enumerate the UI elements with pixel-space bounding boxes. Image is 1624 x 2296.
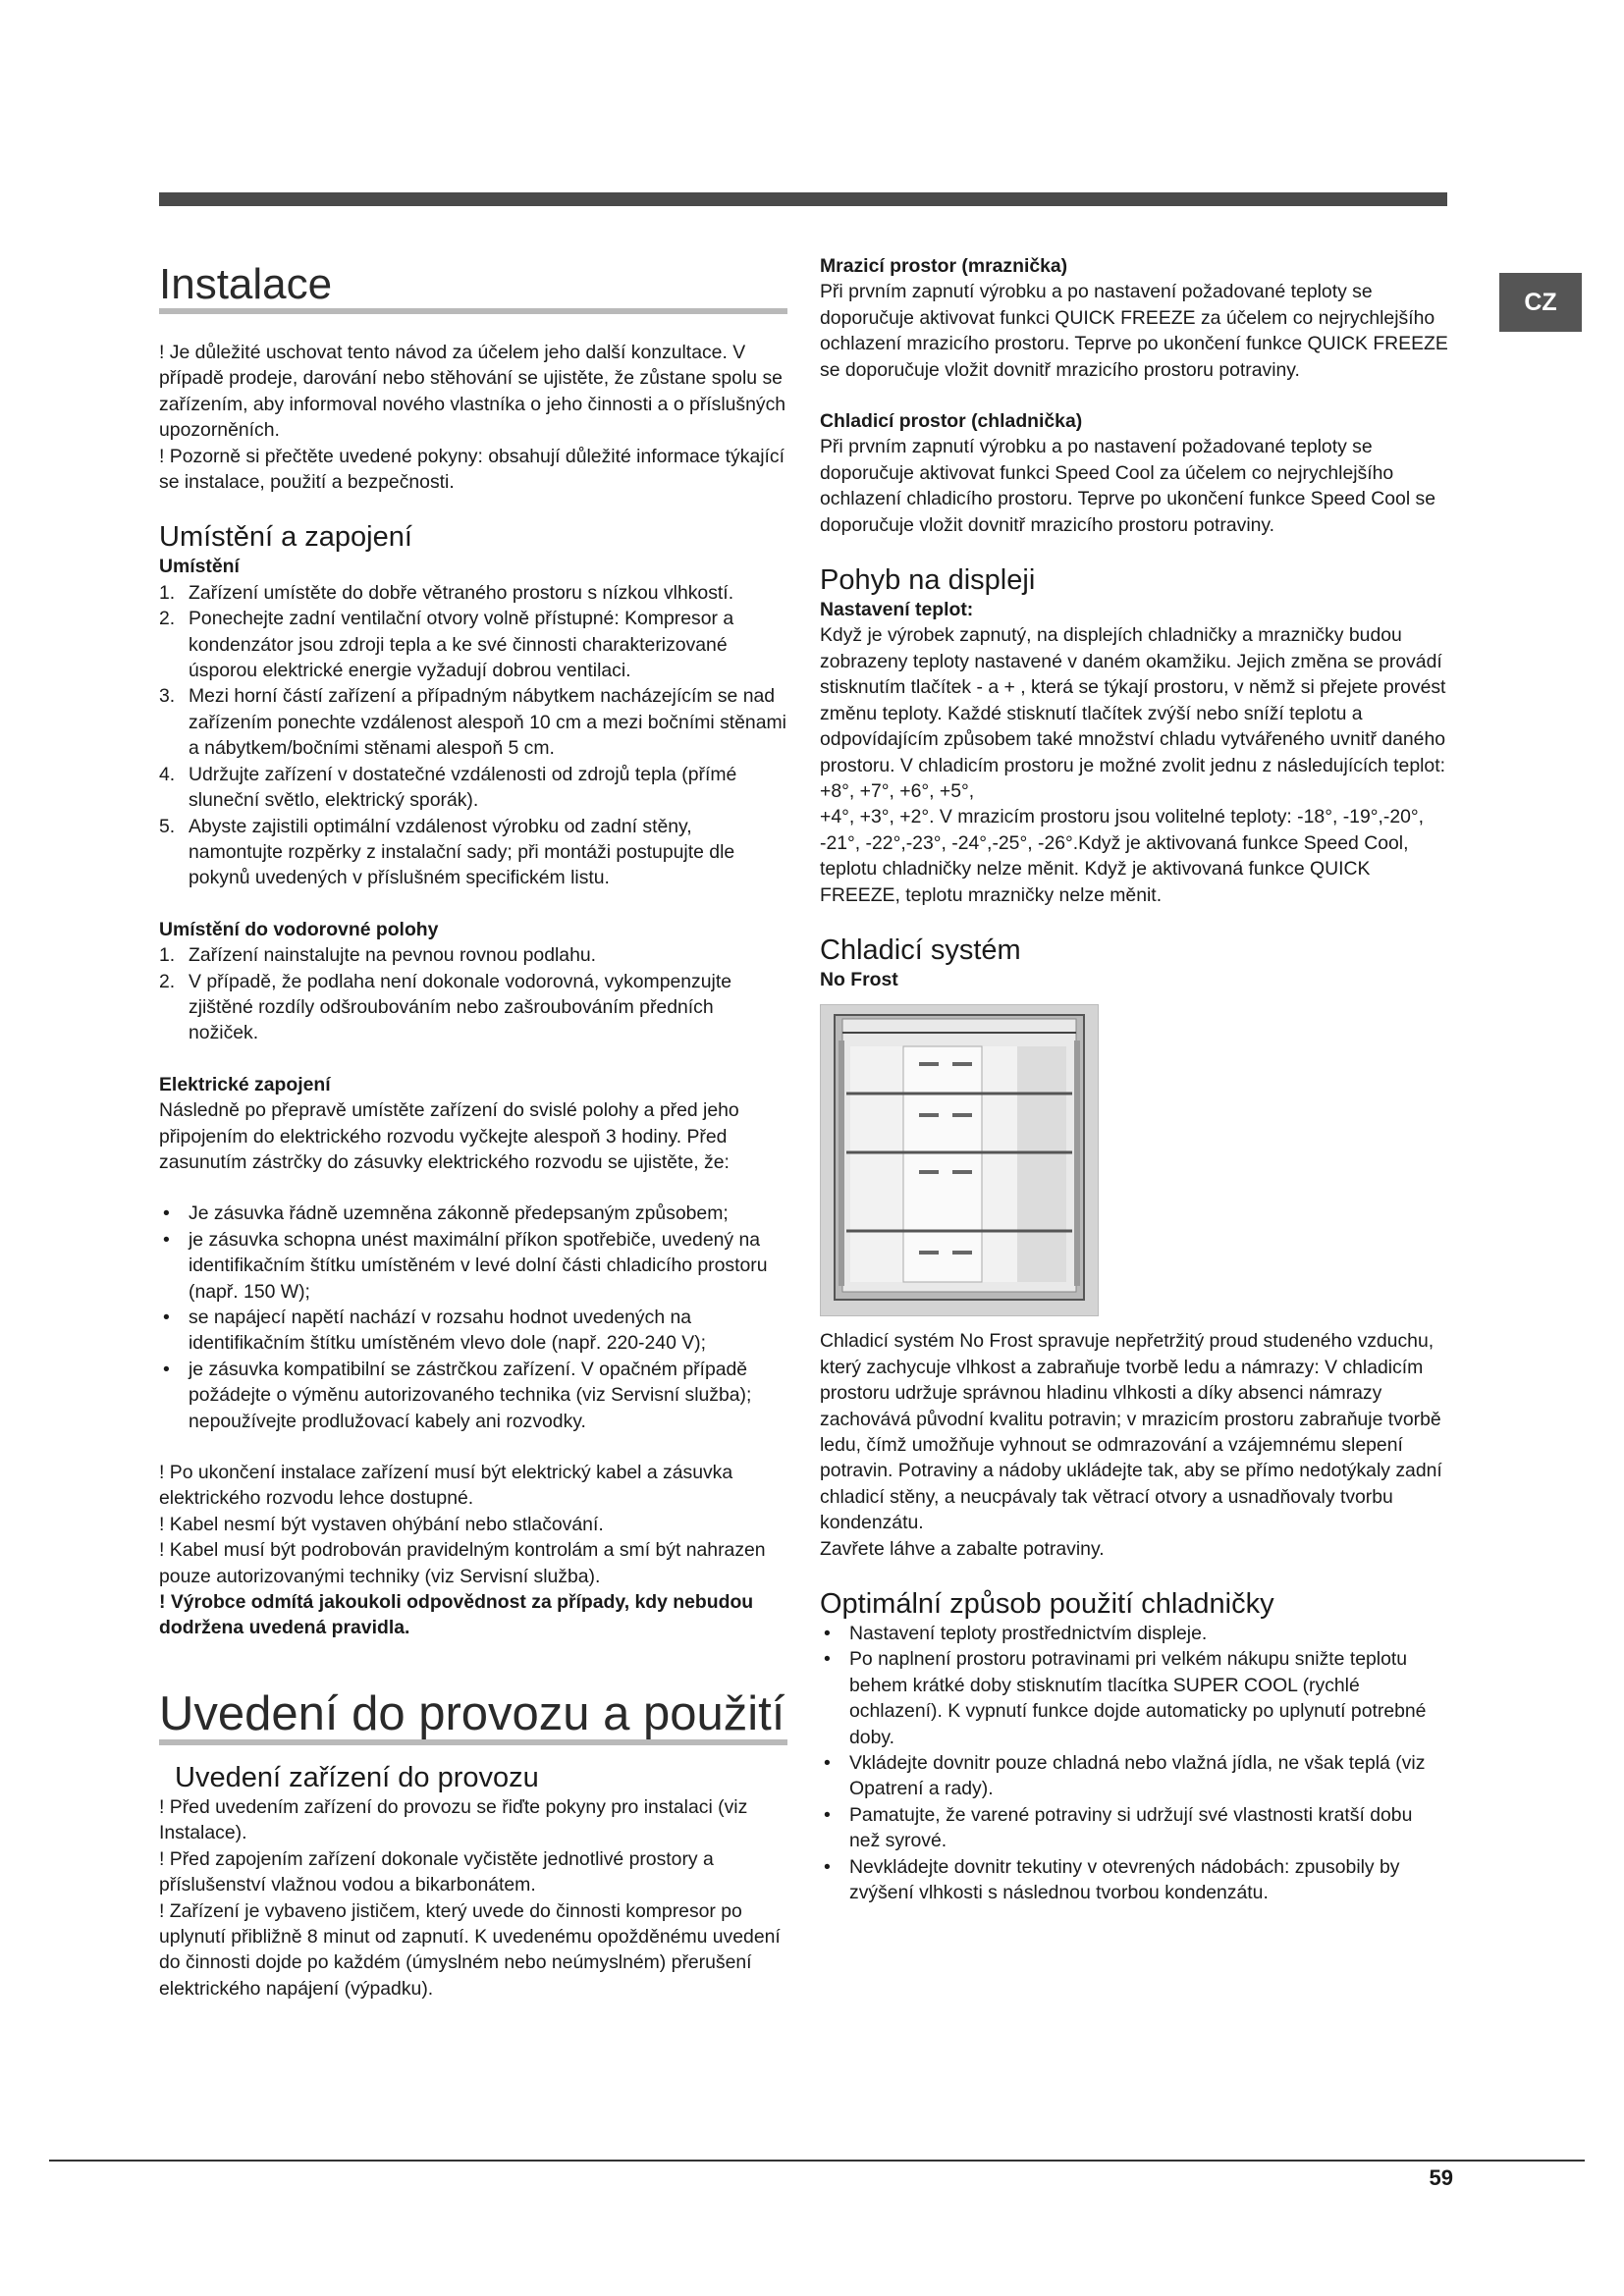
list-item: • je zásuvka kompatibilní se zástrčkou zařízení. V opačném případě požádejte o výměnu autorizovaného technika (viz Servisní služba); nepoužívejte prodlužovací kabely ani rozvodky. <box>163 1358 752 1432</box>
list-item: 4. Udržujte zařízení v dostatečné vzdálenosti od zdrojů tepla (přímé sluneční světlo, elektrický sporák). <box>159 763 737 812</box>
cooling-paragraph-2: Zavřete láhve a zabalte potraviny. <box>820 1537 1105 1560</box>
leveling-list <box>159 942 787 1046</box>
electric-paragraph: Následně po přepravě umístěte zařízení do svislé polohy a před jeho připojením do elektrického rozvodu vyčkejte alespoň 3 hodiny. Před zasunutím zástrčky do zásuvky elektrického rozvodu se ujistěte, že: <box>159 1099 739 1173</box>
list-item: 2. V případě, že podlaha není dokonale vodorovná, vykompenzujte zjištěné rozdíly odšroubováním nebo zašroubováním předních nožiček. <box>159 970 732 1044</box>
startup-title: Uvedení do provozu a použití <box>159 1686 785 1740</box>
installation-title: Instalace <box>159 260 333 308</box>
section-installation <box>159 259 787 318</box>
electric-checklist <box>159 1201 787 1434</box>
placement-heading: Umístění a zapojení <box>159 521 412 554</box>
list-item: • Je zásuvka řádně uzemněna zákonně předepsaným způsobem; <box>163 1202 729 1225</box>
intro-paragraph-2: ! Pozorně si přečtěte uvedené pokyny: obsahují důležité informace týkající se instalace, použití a bezpečnosti. <box>159 445 785 494</box>
startup-paragraph-3: ! Zařízení je vybaveno jističem, který uvede do činnosti kompresor po uplynutí přibližně 8 minut od zapnutí. K uvedenému opožděnému uvedení do činnosti dojde po každém (úmyslném nebo neúmyslném) přerušení elektrického napájení (výpadku). <box>159 1899 781 2000</box>
list-item: • Nastavení teploty prostřednictvím displeje. <box>824 1623 1208 1644</box>
electric-heading: Elektrické zapojení <box>159 1073 331 1095</box>
list-item: • Vkládejte dovnitr pouze chladná nebo vlažná jídla, ne však teplá (viz Opatrení a rady). <box>824 1752 1426 1800</box>
placement-list <box>159 580 787 891</box>
startup-paragraph-1: ! Před uvedením zařízení do provozu se řiďte pokyny pro instalaci (viz Instalace). <box>159 1795 748 1844</box>
intro-paragraph-1: ! Je důležité uschovat tento návod za účelem jeho další konzultace. V případě prodeje, darování nebo stěhování se ujistěte, že zůstane spolu se zařízením, aby informoval nového vlastníka o jeho činnosti a o příslušných upozorněních. <box>159 342 786 442</box>
page-number: 59 <box>1429 2165 1453 2190</box>
top-rule <box>159 192 1447 206</box>
placement-subheading: Umístění <box>159 556 240 578</box>
display-heading: Pohyb na displeji <box>820 564 1036 597</box>
display-paragraph-1: Když je výrobek zapnutý, na displejích chladničky a mrazničky budou zobrazeny teploty nastavené v daném okamžiku. Jejich změna se provádí stisknutím tlačítek - a + , která se týkají prostoru, v němž si přejete provést změnu teploty. Každé stisknutí tlačítek zvýší nebo sníží teplotu a odpovídajícím způsobem také množství chladu vytvářeného uvnitř daného prostoru. V chladicím prostoru je možné zvolit jednu z následujících teplot: +8°, +7°, +6°, +5°, <box>820 624 1446 802</box>
fridge-heading: Chladicí prostor (chladnička) <box>820 410 1083 433</box>
list-item: 5. Abyste zajistili optimální vzdálenost výrobku od zadní stěny, namontujte rozpěrky z instalační sady; při montáži postupujte dle pokynů uvedených v příslušném specifickém listu. <box>159 815 735 889</box>
startup-heading: Uvedení zařízení do provozu <box>175 1761 539 1793</box>
left-column <box>159 253 787 2002</box>
language-badge: CZ <box>1499 273 1582 332</box>
list-item: • Nevkládejte dovnitr tekutiny v otevrených nádobách: zpusobily by zvýšení vlhkosti s následnou tvorbou kondenzátu. <box>824 1855 1400 1904</box>
optimal-list <box>820 1621 1448 1905</box>
note-3: ! Kabel musí být podrobován pravidelným kontrolám a smí být nahrazen pouze autorizovanými techniky (viz Servisní služba). <box>159 1539 766 1587</box>
list-item: • se napájecí napětí nachází v rozsahu hodnot uvedených na identifikačním štítku umístěném vlevo dole (např. 220-240 V); <box>163 1307 707 1355</box>
cooling-heading: Chladicí systém <box>820 934 1021 966</box>
right-column <box>820 253 1448 1905</box>
note-2: ! Kabel nesmí být vystaven ohýbání nebo stlačování. <box>159 1513 604 1535</box>
list-item: 3. Mezi horní částí zařízení a případným nábytkem nacházejícím se nad zařízením ponechte vzdálenost alespoň 10 cm a mezi bočními stěnami a nábytkem/bočními stěnami alespoň 5 cm. <box>159 685 786 760</box>
cooling-paragraph-1: Chladicí systém No Frost spravuje nepřetržitý proud studeného vzduchu, který zachycuje vlhkost a zabraňuje tvorbě ledu a námrazy: V chladicím prostoru udržuje správnou hladinu vlhkosti a díky absenci námrazy zachovává původní kvalitu potravin; v mrazicím prostoru zabraňuje tvorbě ledu, čímž umožňuje vyhnout se odmrazování a vzájemnému slepení potravin. Potraviny a nádoby ukládejte tak, aby se přímo nedotýkaly zadní chladicí stěny, a neucpávaly tak větrací otvory a usnadňovaly tvorbu kondenzátu. <box>820 1330 1442 1534</box>
fridge-interior-image <box>821 1005 1098 1315</box>
list-item: 2. Ponechejte zadní ventilační otvory volně přístupné: Kompresor a kondenzátor jsou zdroji tepla a ke své činnosti charakterizované úsporou elektrické energie vyžadují dobrou ventilaci. <box>159 608 734 682</box>
list-item: 1. Zařízení umístěte do dobře větraného prostoru s nízkou vlhkostí. <box>159 581 734 604</box>
fridge-illustration <box>820 1004 1099 1316</box>
optimal-heading: Optimální způsob použití chladničky <box>820 1588 1274 1620</box>
list-item: • je zásuvka schopna unést maximální příkon spotřebiče, uvedený na identifikačním štítku umístěném v levé dolní části chladicího prostoru (např. 150 W); <box>163 1228 768 1303</box>
list-item: • Pamatujte, že varené potraviny si udržují své vlastnosti kratší dobu než syrové. <box>824 1803 1413 1852</box>
fridge-paragraph: Při prvním zapnutí výrobku a po nastavení požadované teploty se doporučuje aktivovat funkci Speed Cool za účelem co nejrychlejšího ochlazení chladicího prostoru. Teprve po ukončení funkce Speed Cool se doporučuje vložit dovnitř mrazicího prostoru potraviny. <box>820 436 1436 536</box>
cooling-subheading: No Frost <box>820 968 898 990</box>
note-1: ! Po ukončení instalace zařízení musí být elektrický kabel a zásuvka elektrického rozvodu lehce dostupné. <box>159 1462 733 1510</box>
startup-paragraph-2: ! Před zapojením zařízení dokonale vyčistěte jednotlivé prostory a příslušenství vlažnou vodou a bikarbonátem. <box>159 1847 714 1896</box>
list-item: 1. Zařízení nainstalujte na pevnou rovnou podlahu. <box>159 944 597 967</box>
leveling-heading: Umístění do vodorovné polohy <box>159 918 439 940</box>
display-subheading: Nastavení teplot: <box>820 599 974 621</box>
section-startup <box>159 1686 787 1749</box>
freezer-paragraph: Při prvním zapnutí výrobku a po nastavení požadované teploty se doporučuje aktivovat funkci QUICK FREEZE za účelem co nejrychlejšího ochlazení mrazicího prostoru. Teprve po ukončení funkce QUICK FREEZE se doporučuje vložit dovnitř mrazicího prostoru potraviny. <box>820 281 1448 381</box>
bottom-rule <box>49 2160 1585 2162</box>
list-item: • Po naplnení prostoru potravinami pri velkém nákupu snižte teplotu behem krátké doby stisknutím tlacítka SUPER COOL (rychlé ochlazení). K vypnutí funkce dojde automaticky po uplynutí potrebné doby. <box>824 1648 1427 1748</box>
display-paragraph-2: +4°, +3°, +2°. V mrazicím prostoru jsou volitelné teploty: -18°, -19°,-20°, -21°, -22°,-23°, -24°,-25°, -26°.Když je aktivovaná funkce Speed Cool, teplotu chladničky nelze měnit. Když je aktivovaná funkce QUICK FREEZE, teplotu mrazničky nelze měnit. <box>820 806 1425 906</box>
freezer-heading: Mrazicí prostor (mraznička) <box>820 255 1068 277</box>
note-4: ! Výrobce odmítá jakoukoli odpovědnost za případy, kdy nebudou dodržena uvedená pravidla. <box>159 1591 754 1639</box>
